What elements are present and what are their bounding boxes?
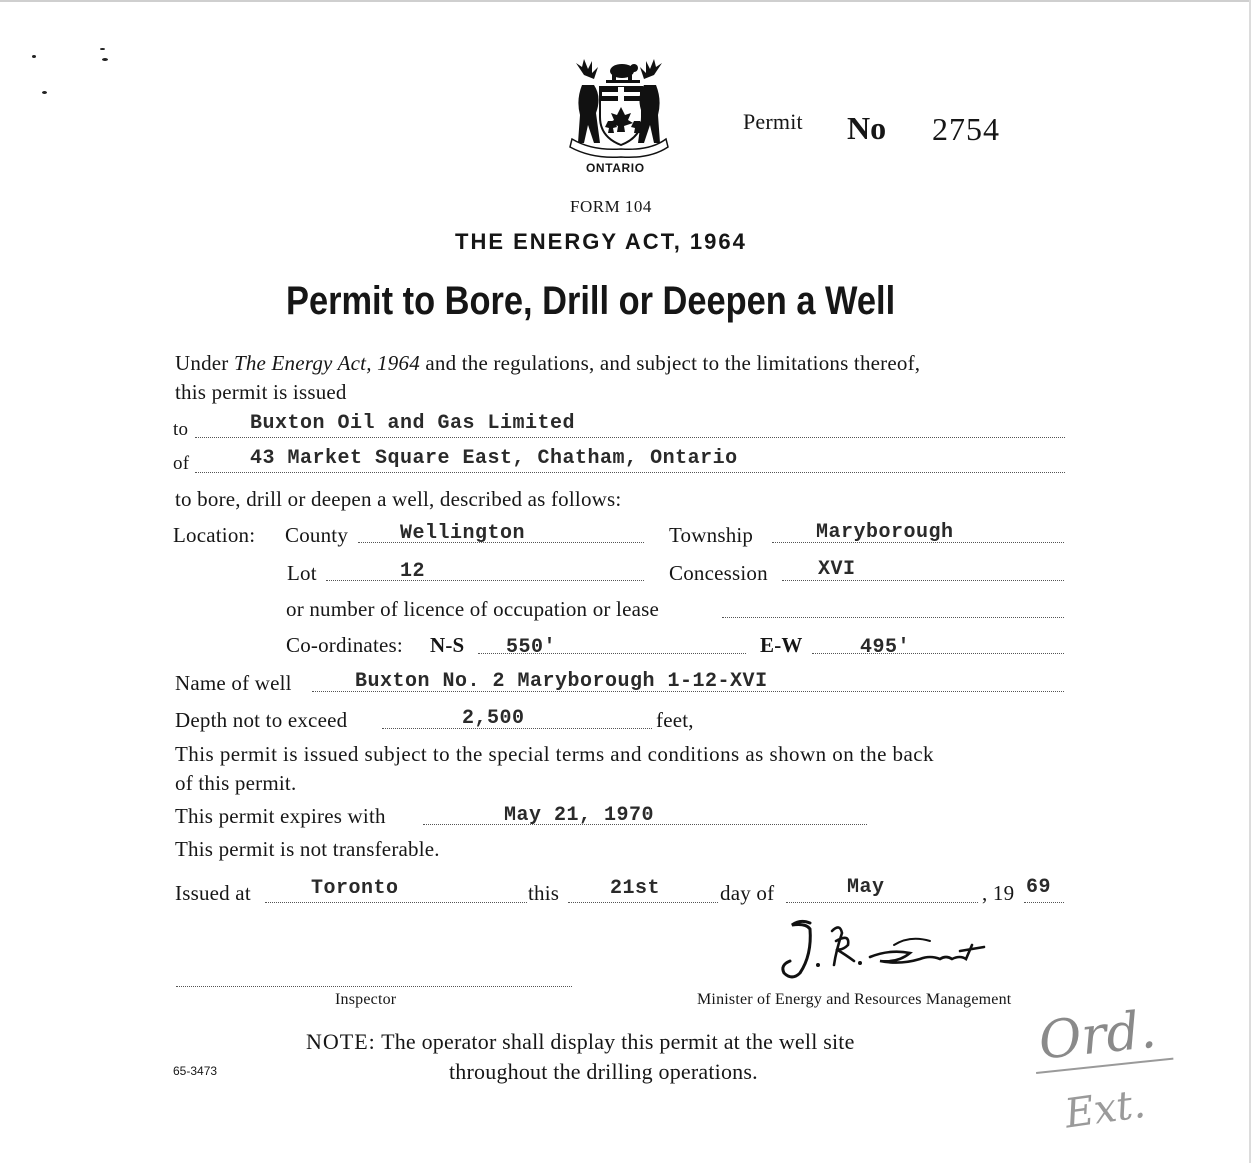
- form-code: 65-3473: [173, 1064, 218, 1078]
- issued-at-label: Issued at: [175, 881, 251, 905]
- form-number: FORM 104: [570, 197, 652, 216]
- ns-value: 550': [506, 636, 557, 659]
- issued-year: 69: [1026, 876, 1052, 899]
- province-label: ONTARIO: [586, 161, 645, 175]
- county-value: Wellington: [400, 522, 526, 545]
- depth-unit: feet,: [656, 708, 694, 732]
- not-transferable-text: This permit is not transferable.: [175, 837, 440, 861]
- coat-of-arms-icon: [562, 55, 674, 165]
- county-label: County: [285, 523, 349, 547]
- concession-label: Concession: [669, 561, 768, 585]
- signature-graphic: [770, 915, 1000, 985]
- issued-day: 21st: [610, 877, 661, 900]
- note-label: NOTE:: [306, 1029, 376, 1054]
- note-line1: NOTE: The operator shall display this permit at the well site: [306, 1029, 855, 1054]
- scan-speck: [42, 91, 47, 94]
- of-label: of: [173, 453, 190, 474]
- issued-month: May: [847, 876, 885, 899]
- issued-day-line: [568, 902, 718, 903]
- of-value: 43 Market Square East, Chatham, Ontario: [250, 447, 738, 470]
- depth-label: Depth not to exceed: [175, 708, 348, 732]
- conditions-line2: of this permit.: [175, 771, 297, 795]
- well-name-value: Buxton No. 2 Maryborough 1-12-XVI: [355, 670, 768, 693]
- described-text: to bore, drill or deepen a well, described as follows:: [175, 487, 622, 511]
- licence-label: or number of licence of occupation or lease: [286, 597, 660, 621]
- preamble-line2: this permit is issued: [175, 380, 347, 404]
- note-line2: throughout the drilling operations.: [449, 1059, 758, 1084]
- inspector-signature-line: [176, 986, 572, 987]
- township-label: Township: [669, 523, 754, 547]
- concession-value: XVI: [818, 558, 856, 581]
- ew-label: E-W: [760, 633, 803, 657]
- issued-month-line: [786, 902, 978, 903]
- this-label: this: [528, 881, 560, 905]
- act-title: THE ENERGY ACT, 1964: [455, 229, 747, 254]
- ns-label: N-S: [430, 633, 465, 657]
- to-label: to: [173, 419, 189, 440]
- scan-speck: [100, 48, 105, 50]
- handwritten-annotation-ext: Ext.: [1062, 1080, 1149, 1138]
- to-field-line: [195, 437, 1065, 438]
- handwritten-annotation-ord: Ord.: [1036, 999, 1159, 1072]
- of-field-line: [195, 472, 1065, 473]
- permit-label: Permit: [743, 109, 803, 134]
- scan-edge-top: [0, 0, 1251, 2]
- issued-century: , 19: [982, 881, 1015, 905]
- depth-value: 2,500: [462, 707, 525, 730]
- act-name: The Energy Act, 1964: [233, 351, 420, 375]
- conditions-line1: This permit is issued subject to the special terms and conditions as shown on the back: [175, 742, 934, 766]
- scan-speck: [32, 55, 36, 58]
- lot-label: Lot: [287, 561, 317, 585]
- expires-value: May 21, 1970: [504, 804, 655, 827]
- township-value: Maryborough: [816, 521, 954, 544]
- coordinates-label: Co-ordinates:: [286, 633, 403, 657]
- permit-number-prefix: No: [847, 110, 887, 146]
- lot-field-line: [326, 580, 644, 581]
- document-title: Permit to Bore, Drill or Deepen a Well: [286, 279, 896, 323]
- inspector-label: Inspector: [335, 991, 397, 1008]
- day-of-label: day of: [720, 881, 775, 905]
- permit-number: 2754: [932, 111, 1000, 147]
- issued-year-line: [1024, 902, 1064, 903]
- scan-speck: [102, 58, 108, 61]
- ontario-coat-of-arms: [562, 55, 674, 165]
- lot-value: 12: [400, 560, 426, 583]
- ew-field-line: [812, 653, 1064, 654]
- location-label: Location:: [173, 523, 256, 547]
- expires-label: This permit expires with: [175, 804, 386, 828]
- issued-place: Toronto: [311, 877, 399, 900]
- to-value: Buxton Oil and Gas Limited: [250, 412, 576, 435]
- issued-place-line: [265, 902, 527, 903]
- ew-value: 495': [860, 636, 911, 659]
- minister-label: Minister of Energy and Resources Management: [697, 991, 1012, 1008]
- licence-field-line: [722, 617, 1064, 618]
- preamble-line1: Under The Energy Act, 1964 and the regulations, and subject to the limitations thereof,: [175, 351, 921, 375]
- minister-signature: [770, 915, 1000, 985]
- well-name-label: Name of well: [175, 671, 292, 695]
